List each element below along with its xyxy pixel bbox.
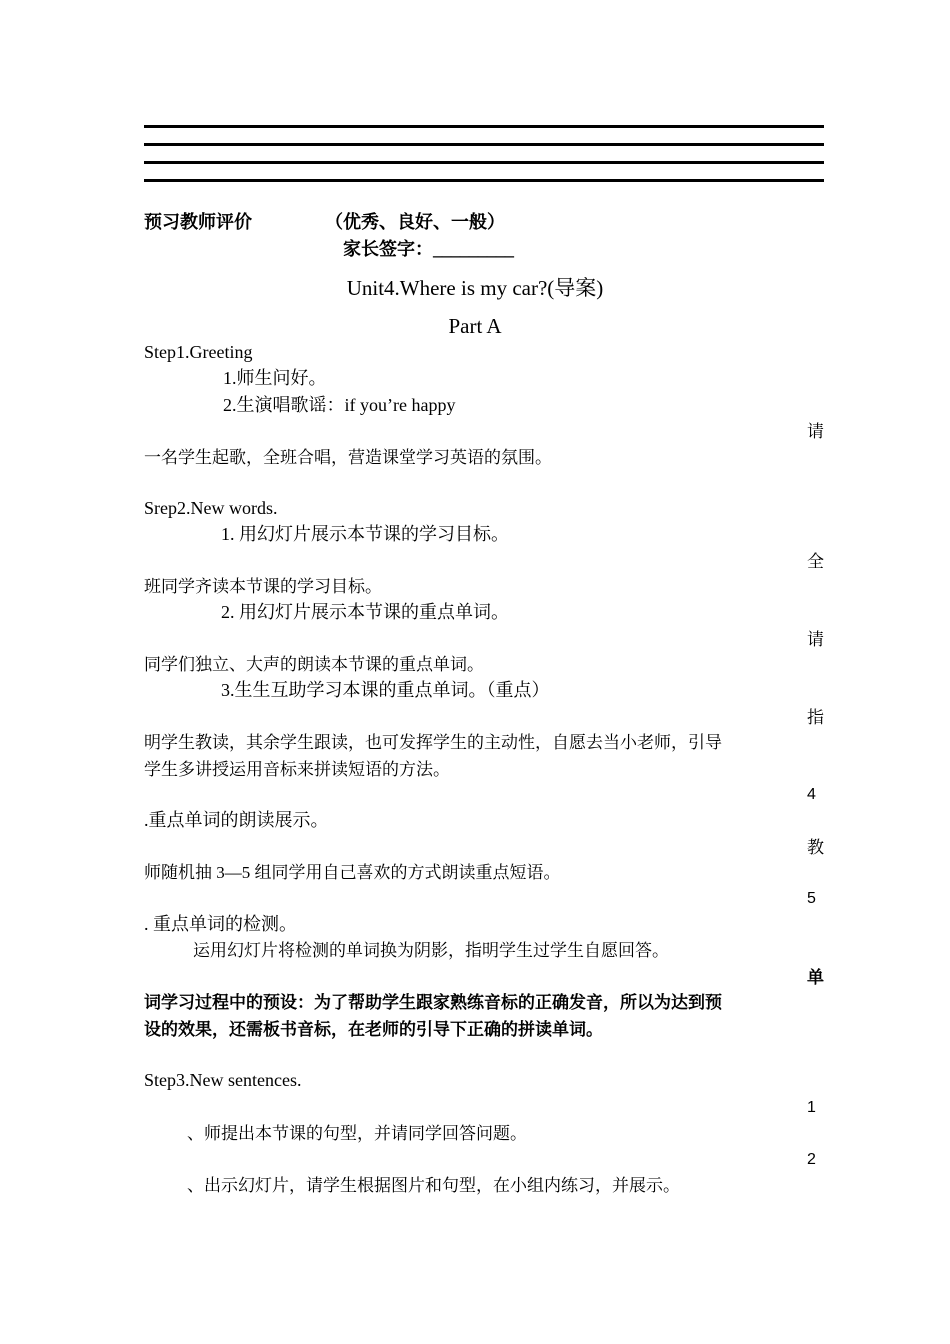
step2-margin-7: 单 bbox=[807, 968, 824, 987]
step2-margin-2: 请 bbox=[807, 630, 824, 649]
step2-description-3a: 明学生教读，其余学生跟读，也可发挥学生的主动性，自愿去当小老师，引导 bbox=[144, 733, 722, 752]
step2-margin-5: 教 bbox=[807, 838, 824, 857]
step1-item-2: 2.生演唱歌谣：if you’re happy bbox=[223, 395, 456, 415]
step2-description-3b: 学生多讲授运用音标来拼读短语的方法。 bbox=[144, 760, 450, 779]
part-title: Part A bbox=[448, 314, 502, 338]
step2-description-4: 师随机抽 3—5 组同学用自己喜欢的方式朗读重点短语。 bbox=[144, 863, 561, 882]
step3-margin-1: 1 bbox=[807, 1099, 816, 1116]
header-rule-4 bbox=[144, 179, 824, 182]
step2-margin-6: 5 bbox=[807, 890, 816, 907]
step3-item-1: 、师提出本节课的句型，并请同学回答问题。 bbox=[187, 1124, 527, 1143]
step2-description-1: 班同学齐读本节课的学习目标。 bbox=[144, 577, 382, 596]
step3-margin-2: 2 bbox=[807, 1151, 816, 1168]
step1-margin-char: 请 bbox=[807, 422, 824, 441]
step2-item-2: 2. 用幻灯片展示本节课的重点单词。 bbox=[221, 602, 509, 622]
step2-heading: Srep2.New words. bbox=[144, 498, 278, 518]
step2-description-5: 运用幻灯片将检测的单词换为阴影，指明学生过学生自愿回答。 bbox=[193, 941, 669, 960]
step2-item-1: 1. 用幻灯片展示本节课的学习目标。 bbox=[221, 524, 509, 544]
header-rule-3 bbox=[144, 161, 824, 164]
step2-margin-1: 全 bbox=[807, 552, 824, 571]
step1-description: 一名学生起歌，全班合唱，营造课堂学习英语的氛围。 bbox=[144, 448, 552, 467]
step1-heading: Step1.Greeting bbox=[144, 342, 253, 362]
parent-signature: 家长签字：_________ bbox=[343, 239, 514, 259]
step2-note-line-2: 设的效果，还需板书音标，在老师的引导下正确的拼读单词。 bbox=[144, 1020, 603, 1039]
step2-note-line-1: 词学习过程中的预设：为了帮助学生跟家熟练音标的正确发音，所以为达到预 bbox=[144, 993, 722, 1012]
step3-item-2: 、出示幻灯片，请学生根据图片和句型，在小组内练习，并展示。 bbox=[187, 1176, 680, 1195]
header-rule-1 bbox=[144, 125, 824, 128]
step2-description-2: 同学们独立、大声的朗读本节课的重点单词。 bbox=[144, 655, 484, 674]
step2-margin-4: 4 bbox=[807, 786, 816, 803]
header-rule-2 bbox=[144, 143, 824, 146]
step2-item-3: 3.生生互助学习本课的重点单词。（重点） bbox=[221, 680, 550, 700]
step1-item-1: 1.师生问好。 bbox=[223, 368, 327, 388]
step2-item-5: . 重点单词的检测。 bbox=[144, 914, 297, 934]
step2-margin-3: 指 bbox=[807, 708, 824, 727]
eval-options: （优秀、良好、一般） bbox=[325, 212, 505, 232]
eval-label: 预习教师评价 bbox=[144, 212, 252, 232]
page-title: Unit4.Where is my car?(导案) bbox=[346, 276, 604, 300]
step3-heading: Step3.New sentences. bbox=[144, 1070, 302, 1090]
step2-item-4: .重点单词的朗读展示。 bbox=[144, 810, 329, 830]
